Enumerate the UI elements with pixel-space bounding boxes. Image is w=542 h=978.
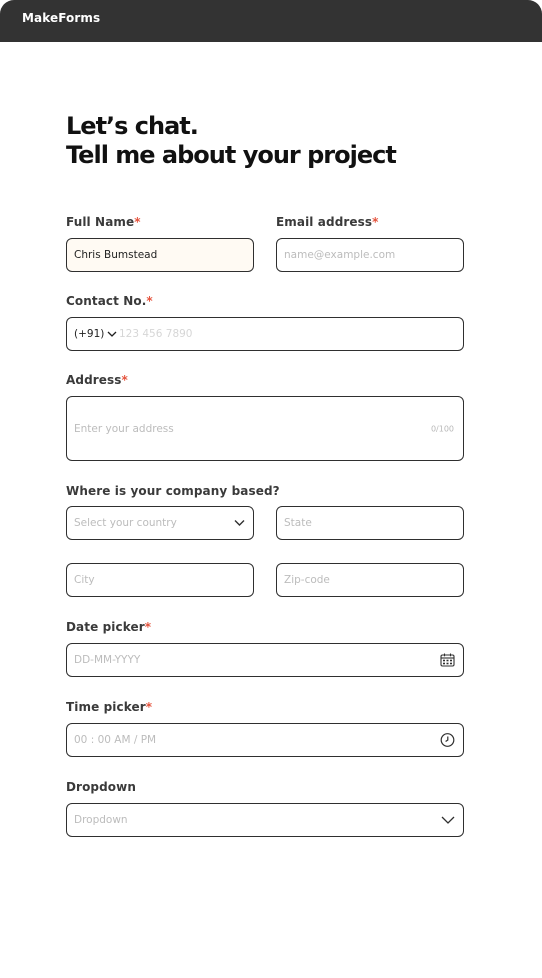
full-name-label: Full Name* xyxy=(66,215,141,229)
full-name-input[interactable] xyxy=(66,238,254,272)
full-name-value: Chris Bumstead xyxy=(74,249,158,261)
top-bar xyxy=(0,0,542,42)
email-placeholder: name@example.com xyxy=(284,249,396,261)
chevron-down-icon xyxy=(234,520,245,527)
heading-line-1: Let’s chat. xyxy=(66,112,198,140)
email-input[interactable] xyxy=(276,238,464,272)
required-mark: * xyxy=(144,620,152,634)
email-label: Email address* xyxy=(276,215,379,229)
country-placeholder: Select your country xyxy=(74,517,177,529)
state-input[interactable] xyxy=(276,506,464,540)
address-textarea[interactable] xyxy=(66,396,464,461)
date-picker-input[interactable] xyxy=(66,643,464,677)
app-title: MakeForms xyxy=(22,11,101,25)
address-label: Address* xyxy=(66,373,128,387)
dropdown-placeholder: Dropdown xyxy=(74,814,128,826)
character-counter: 0/100 xyxy=(430,424,454,433)
country-code-value: (+91) xyxy=(74,328,105,340)
address-placeholder: Enter your address xyxy=(74,422,174,435)
heading-line-2: Tell me about your project xyxy=(66,141,396,169)
date-picker-label: Date picker* xyxy=(66,620,152,634)
chevron-down-icon xyxy=(441,816,455,824)
chevron-down-icon xyxy=(107,331,117,337)
contact-input[interactable] xyxy=(66,317,464,351)
dropdown-select[interactable] xyxy=(66,803,464,837)
zip-code-input[interactable] xyxy=(276,563,464,597)
clock-icon[interactable] xyxy=(440,733,455,748)
state-placeholder: State xyxy=(284,517,312,529)
city-placeholder: City xyxy=(74,574,95,586)
time-picker-label: Time picker* xyxy=(66,700,153,714)
company-location-label: Where is your company based? xyxy=(66,484,280,498)
required-mark: * xyxy=(121,373,128,387)
country-code-selector[interactable] xyxy=(74,328,117,340)
country-select[interactable] xyxy=(66,506,254,540)
required-mark: * xyxy=(372,215,379,229)
time-picker-input[interactable] xyxy=(66,723,464,757)
zip-placeholder: Zip-code xyxy=(284,574,330,586)
page-title xyxy=(66,112,396,170)
phone-placeholder: 123 456 7890 xyxy=(119,328,193,340)
required-mark: * xyxy=(146,294,153,308)
required-mark: * xyxy=(134,215,141,229)
time-placeholder: 00 : 00 AM / PM xyxy=(74,734,157,746)
dropdown-label: Dropdown xyxy=(66,780,136,794)
city-input[interactable] xyxy=(66,563,254,597)
required-mark: * xyxy=(145,700,153,714)
contact-label: Contact No.* xyxy=(66,294,153,308)
date-placeholder: DD-MM-YYYY xyxy=(74,654,141,666)
calendar-icon[interactable] xyxy=(440,653,455,668)
